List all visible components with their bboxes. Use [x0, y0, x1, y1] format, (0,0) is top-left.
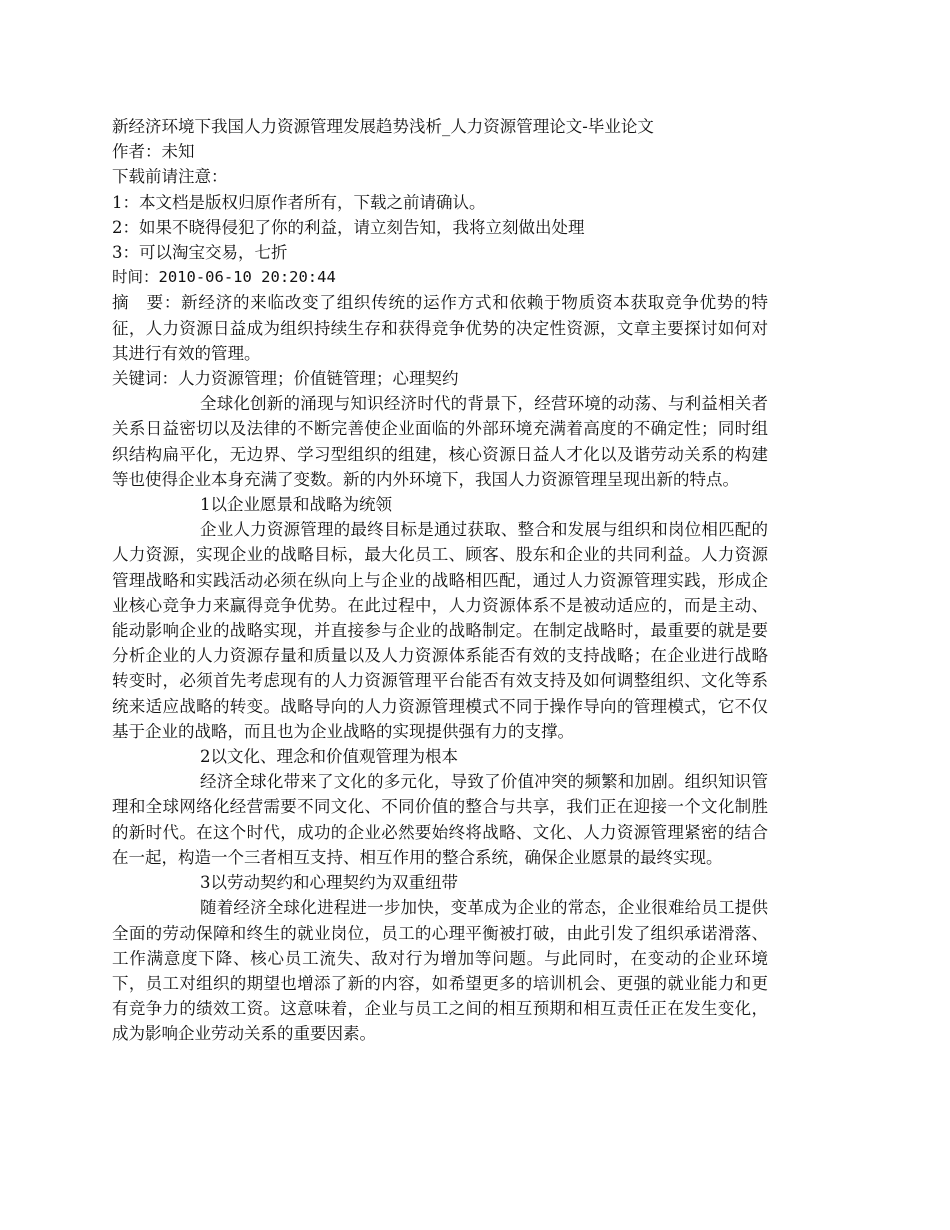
document-title: 新经济环境下我国人力资源管理发展趋势浅析_人力资源管理论文-毕业论文 — [112, 117, 654, 136]
notice-item: 1：本文档是版权归原作者所有，下载之前请确认。 — [112, 192, 486, 212]
intro-paragraph: 全球化创新的涌现与知识经济时代的背景下，经营环境的动荡、与利益相关者关系日益密切以及法律的不断完善使企业面临的外部环境充满着高度的不确定性；同时组织结构扁平化，无边界、学习型组织的组建，核心资源日益人才化以及谐劳动关系的构建等也使得企业本身充满了变数。新的内外环境下，我国人力资源管理呈现出新的特点。 — [112, 394, 768, 489]
publish-time: 时间：2010-06-10 20:20:44 — [112, 268, 336, 287]
notice-header: 下载前请注意： — [112, 167, 228, 187]
section-heading: 3以劳动契约和心理契约为双重纽带 — [200, 873, 458, 893]
section-body: 经济全球化带来了文化的多元化，导致了价值冲突的频繁和加剧。组织知识管理和全球网络化经营需要不同文化、不同价值的整合与共享，我们正在迎接一个文化制胜的新时代。在这个时代，成功的企业必然要始终将战略、文化、人力资源管理紧密的结合在一起，构造一个三者相互支持、相互作用的整合系统，确保企业愿景的最终实现。 — [112, 772, 768, 867]
abstract-paragraph: 摘 要：新经济的来临改变了组织传统的运作方式和依赖于物质资本获取竞争优势的特征，人力资源日益成为组织持续生存和获得竞争优势的决定性资源，文章主要探讨如何对其进行有效的管理。 — [112, 293, 768, 363]
section-body: 企业人力资源管理的最终目标是通过获取、整合和发展与组织和岗位相匹配的人力资源，实现企业的战略目标，最大化员工、顾客、股东和企业的共同利益。人力资源管理战略和实践活动必须在纵向上与企业的战略相匹配，通过人力资源管理实践，形成企业核心竞争力来赢得竞争优势。在此过程中，人力资源体系不是被动适应的，而是主动、能动影响企业的战略实现，并直接参与企业的战略制定。在制定战略时，最重要的就是要分析企业的人力资源存量和质量以及人力资源体系能否有效的支持战略；在企业进行战略转变时，必须首先考虑现有的人力资源管理平台能否有效支持及如何调整组织、文化等系统来适应战略的转变。战略导向的人力资源管理模式不同于操作导向的管理模式，它不仅基于企业的战略，而且也为企业战略的实现提供强有力的支撑。 — [112, 520, 768, 741]
author-line: 作者：未知 — [112, 142, 195, 162]
notice-item: 2：如果不晓得侵犯了你的利益，请立刻告知，我将立刻做出处理 — [112, 217, 585, 237]
section-heading: 2以文化、理念和价值观管理为根本 — [200, 747, 458, 767]
section-body: 随着经济全球化进程进一步加快，变革成为企业的常态，企业很难给员工提供全面的劳动保障和终生的就业岗位，员工的心理平衡被打破，由此引发了组织承诺滑落、工作满意度下降、核心员工流失、敌对行为增加等问题。与此同时，在变动的企业环境下，员工对组织的期望也增添了新的内容，如希望更多的培训机会、更强的就业能力和更有竞争力的绩效工资。这意味着，企业与员工之间的相互预期和相互责任正在发生变化，成为影响企业劳动关系的重要因素。 — [112, 898, 768, 1044]
notice-item: 3：可以淘宝交易，七折 — [112, 243, 288, 263]
document-page — [112, 114, 768, 1047]
keywords-line: 关键词：人力资源管理；价值链管理；心理契约 — [112, 369, 459, 389]
section-heading: 1以企业愿景和战略为统领 — [200, 495, 392, 515]
